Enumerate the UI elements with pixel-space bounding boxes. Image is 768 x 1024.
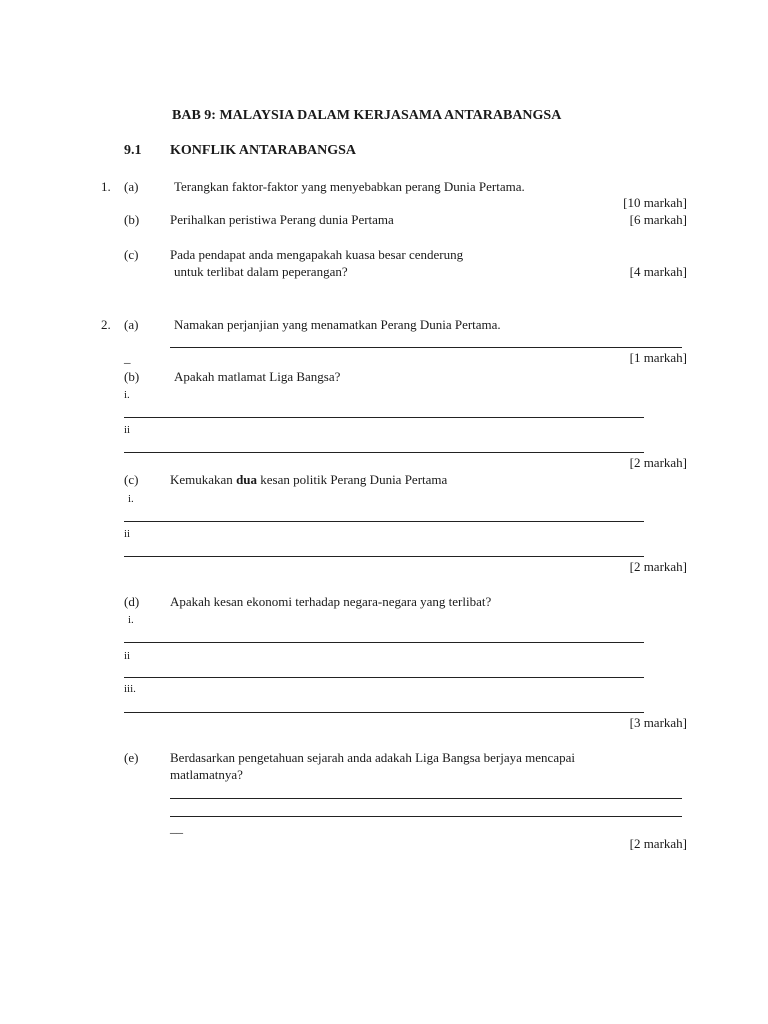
q2e-answer-line-2[interactable] — [170, 816, 682, 817]
q2c-label: (c) — [124, 472, 139, 487]
question-2-number: 2. — [101, 317, 111, 332]
q2a-underscore: _ — [124, 350, 131, 365]
q1b-label: (b) — [124, 212, 140, 227]
q2e-marks: [2 markah] — [629, 836, 687, 851]
q2b-item-i: i. — [124, 389, 130, 401]
q2d-answer-line-ii[interactable] — [124, 677, 644, 678]
q2b-marks: [2 markah] — [629, 455, 687, 470]
q2e-label: (e) — [124, 750, 139, 765]
q2d-label: (d) — [124, 594, 140, 609]
q2c-marks: [2 markah] — [629, 559, 687, 574]
q2b-label: (b) — [124, 369, 140, 384]
question-1-number: 1. — [101, 179, 111, 194]
q1c-text-line1: Pada pendapat anda mengapakah kuasa besar cenderung — [170, 247, 464, 262]
q2c-answer-line-ii[interactable] — [124, 556, 644, 557]
q2b-text: Apakah matlamat Liga Bangsa? — [174, 369, 341, 384]
q2e-underscore: __ — [170, 820, 183, 835]
q2d-answer-line-i[interactable] — [124, 642, 644, 643]
q2a-label: (a) — [124, 317, 139, 332]
section-title: KONFLIK ANTARABANGSA — [170, 143, 357, 158]
q2d-item-i: i. — [128, 614, 134, 626]
q2e-answer-line-1[interactable] — [170, 798, 682, 799]
q1c-text-line2: untuk terlibat dalam peperangan? — [174, 264, 348, 279]
q2d-marks: [3 markah] — [629, 715, 687, 730]
q1a-text: Terangkan faktor-faktor yang menyebabkan perang Dunia Pertama. — [174, 179, 525, 194]
q2c-answer-line-i[interactable] — [124, 521, 644, 522]
q2d-item-iii: iii. — [124, 683, 136, 695]
q2e-text-line1: Berdasarkan pengetahuan sejarah anda adakah Liga Bangsa berjaya mencapai — [170, 750, 575, 765]
q2b-item-ii: ii — [124, 424, 131, 436]
q1b-text: Perihalkan peristiwa Perang dunia Pertama — [170, 212, 394, 227]
q2a-text: Namakan perjanjian yang menamatkan Perang Dunia Pertama. — [174, 317, 501, 332]
q1c-label: (c) — [124, 247, 139, 262]
q1b-marks: [6 markah] — [629, 212, 687, 227]
q2c-item-i: i. — [128, 493, 134, 505]
q2c-text: Kemukakan dua kesan politik Perang Dunia Pertama — [170, 472, 448, 487]
q1a-marks: [10 markah] — [623, 195, 687, 210]
q2d-text: Apakah kesan ekonomi terhadap negara-negara yang terlibat? — [170, 594, 492, 609]
q2e-text-line2: matlamatnya? — [170, 767, 243, 782]
q2a-answer-line[interactable] — [170, 347, 682, 348]
section-number: 9.1 — [124, 143, 142, 158]
q2a-marks: [1 markah] — [629, 350, 687, 365]
q1c-marks: [4 markah] — [629, 264, 687, 279]
q1a-label: (a) — [124, 179, 139, 194]
q2c-item-ii: ii — [124, 528, 131, 540]
q2d-answer-line-iii[interactable] — [124, 712, 644, 713]
q2b-answer-line-ii[interactable] — [124, 452, 644, 453]
q2d-item-ii: ii — [124, 650, 131, 662]
page-title: BAB 9: MALAYSIA DALAM KERJASAMA ANTARABANGSA — [172, 108, 562, 123]
q2b-answer-line-i[interactable] — [124, 417, 644, 418]
